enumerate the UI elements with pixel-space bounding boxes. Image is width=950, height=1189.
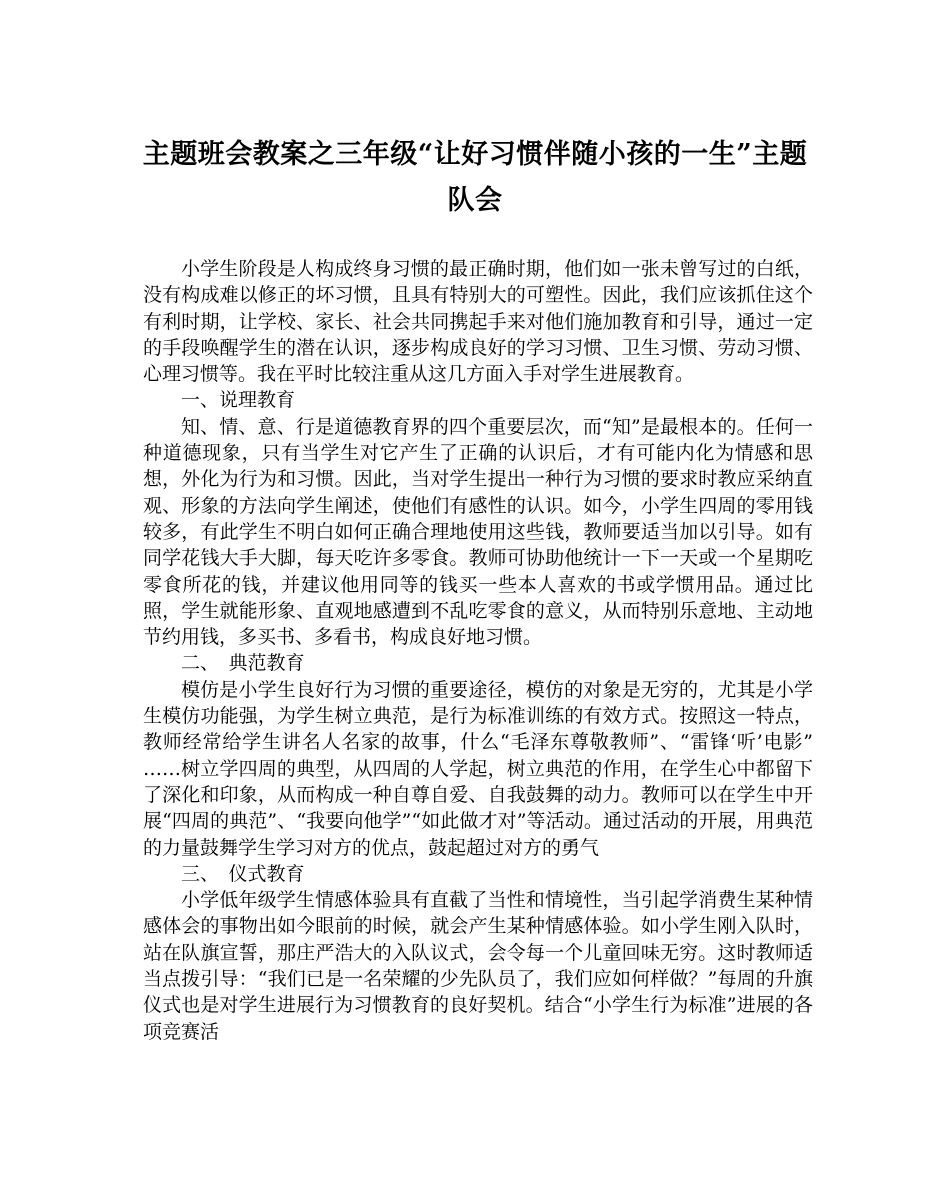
paragraph-section-3: 小学低年级学生情感体验具有直截了当性和情境性，当引起学消费生某种情感体会的事物出如今眼前的时候，就会产生某种情感体验。如小学生刚入队时，站在队旗宣誓，那庄严浩大的入队议式，会令每一个儿童回味无穷。这时教师适当点拨引导：“我们已是一名荣耀的少先队员了，我们应如何样做？”每周的升旗仪式也是对学生进展行为习惯教育的良好契机。结合“小学生行为标准”进展的各项竞赛活 xyxy=(143,889,813,1043)
paragraph-section-1: 知、情、意、行是道德教育界的四个重要层次，而“知”是最根本的。任何一种道德现象，只有当学生对它产生了正确的认识后，才有可能内化为情感和思想，外化为行为和习惯。因此，当对学生提出一种行为习惯的要求时教应采纳直观、形象的方法向学生阐述，使他们有感性的认识。如今，小学生四周的零用钱较多，有此学生不明白如何正确合理地使用这些钱，教师要适当加以引导。如有同学花钱大手大脚，每天吃许多零食。教师可协助他统计一下一天或一个星期吃零食所花的钱，并建议他用同等的钱买一些本人喜欢的书或学惯用品。通过比照，学生就能形象、直观地感遭到不乱吃零食的意义，从而特别乐意地、主动地节约用钱，多买书、多看书，构成良好地习惯。 xyxy=(143,415,813,649)
paragraph-intro: 小学生阶段是人构成终身习惯的最正确时期，他们如一张未曾写过的白纸，没有构成难以修正的坏习惯，且具有特别大的可塑性。因此，我们应该抓住这个有利时期，让学校、家长、社会共同携起手来对他们施加教育和引导，通过一定的手段唤醒学生的潜在认识，逐步构成良好的学习习惯、卫生习惯、劳动习惯、心理习惯等。我在平时比较注重从这几方面入手对学生进展教育。 xyxy=(143,258,813,386)
document-title: 主题班会教案之三年级“让好习惯伴随小孩的一生”主题队会 xyxy=(142,139,808,216)
document-body xyxy=(143,256,813,1045)
paragraph-section-2: 模仿是小学生良好行为习惯的重要途径，模仿的对象是无穷的，尤其是小学生模仿功能强，为学生树立典范，是行为标准训练的有效方式。按照这一特点，教师经常给学生讲名人名家的故事，什么“毛泽东尊敬教师”、“雷锋‘听’电影” ……树立学四周的典型，从四周的人学起，树立典范的作用，在学生心中都留下了深化和印象，从而构成一种自尊自爱、自我鼓舞的动力。教师可以在学生中开展“四周的典范”、“我要向他学”“如此做才对”等活动。通过活动的开展，用典范的力量鼓舞学生学习对方的优点，鼓起超过对方的勇气 xyxy=(143,678,813,859)
section-heading-3: 三、 仪式教育 xyxy=(181,862,305,885)
section-heading-1: 一、说理教育 xyxy=(181,389,296,412)
section-heading-2: 二、 典范教育 xyxy=(181,652,305,675)
